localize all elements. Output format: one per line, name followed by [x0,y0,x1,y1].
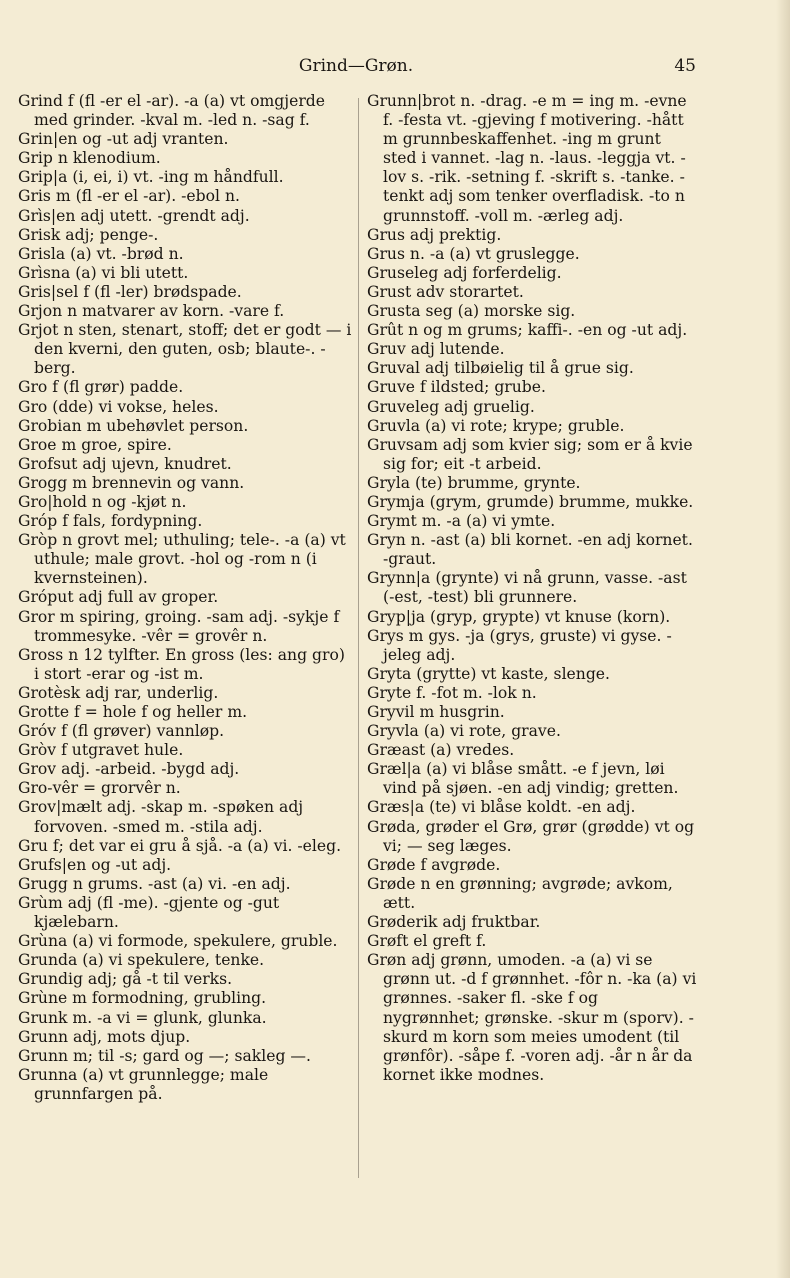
dictionary-entry: Gruve f ildsted; grube. [367,378,546,397]
dictionary-entry: Grogg m brennevin og vann. [18,473,245,492]
dictionary-entry: Gru f; det var ei gru å sjå. -a (a) vi. -eleg. [18,836,342,855]
dictionary-entry: Grisk adj; penge-. [18,225,159,244]
dictionary-entry: Grìsna (a) vi bli utett. [18,263,189,282]
dictionary-entry: Gryp|ja (gryp, grypte) vt knuse (korn). [367,607,671,626]
dictionary-entry: Grunn|brot n. -drag. -e m = ing m. -evne f. -festa vt. -gjeving f motivering. -hått m grunnbeskaffenhet. -ing m grunt sted i vannet. -lag n. -laus. -leggja vt. -lov s. -rik. -setning f. -skrift s. -tanke. -tenkt adj som tenker overfladisk. -to n grunnstoff. -voll m. -ærleg adj. [367,92,687,225]
dictionary-entry: Grøde n en grønning; avgrøde; avkom, ætt. [367,874,673,912]
dictionary-entry: Gro (dde) vi vokse, heles. [18,397,219,416]
dictionary-entry: Gruvla (a) vi rote; krype; gruble. [367,416,625,435]
dictionary-entry: Græast (a) vredes. [367,741,515,760]
dictionary-entry: Gross n 12 tylfter. En gross (les: ang gro) i stort -erar og -ist m. [18,645,345,683]
dictionary-entry: Groe m groe, spire. [18,435,172,454]
dictionary-entry: Gryla (te) brumme, grynte. [367,473,581,492]
dictionary-entry: Grind f (fl -er el -ar). -a (a) vt omgjerde med grinder. -kval m. -led n. -sag f. [18,92,326,130]
page-edge-shadow [776,0,790,1278]
dictionary-entry: Grin|en og -ut adj vranten. [18,130,229,149]
dictionary-entry: Gruveleg adj gruelig. [367,397,535,416]
dictionary-entry: Gròp n grovt mel; uthuling; tele-. -a (a) vt uthule; male grovt. -hol og -rom n (i kvernsteinen). [18,531,346,588]
dictionary-entry: Grøde f avgrøde. [367,855,501,874]
dictionary-entry: Grip n klenodium. [18,149,161,168]
dictionary-entry: Gryvil m husgrin. [367,703,505,721]
dictionary-entry: Grøda, grøder el Grø, grør (grødde) vt og vi; — seg læges. [367,817,695,855]
dictionary-entry: Grìs|en adj utett. -grendt adj. [18,206,250,225]
dictionary-entry: Gróv f (fl grøver) vannløp. [18,722,225,741]
dictionary-entry: Grunna (a) vt grunnlegge; male grunnfargen på. [18,1065,269,1103]
dictionary-entry: Gris m (fl -er el -ar). -ebol n. [18,187,240,206]
dictionary-entry: Grunk m. -a vi = glunk, glunka. [18,1008,267,1027]
dictionary-entry: Gro|hold n og -kjøt n. [18,492,187,511]
dictionary-entry: Gruval adj tilbøielig til å grue sig. [367,359,634,378]
dictionary-entry: Gryn n. -ast (a) bli kornet. -en adj kornet. -graut. [367,531,693,569]
dictionary-entry: Grus n. -a (a) vt gruslegge. [367,244,580,263]
dictionary-entry: Grunda (a) vi spekulere, tenke. [18,951,265,970]
dictionary-entry: Grofsut adj ujevn, knudret. [18,454,232,473]
dictionary-entry: Gruseleg adj forferdelig. [367,263,562,282]
dictionary-entry: Gruv adj lutende. [367,340,505,359]
dictionary-entry: Grjon n matvarer av korn. -vare f. [18,302,285,321]
dictionary-entry: Grov adj. -arbeid. -bygd adj. [18,760,240,779]
dictionary-entry: Grjot n sten, stenart, stoff; det er godt — i den kverni, den guten, osb; blaute-. -berg. [18,321,352,378]
dictionary-entry: Gruvsam adj som kvier sig; som er å kvie sig for; eit -t arbeid. [367,435,693,473]
dictionary-entry: Grùna (a) vi formode, spekulere, gruble. [18,932,338,951]
dictionary-entry: Gro f (fl grør) padde. [18,378,184,397]
dictionary-entry: Grynn|a (grynte) vi nå grunn, vasse. -ast (-est, -test) bli grunnere. [367,569,687,607]
dictionary-entry: Græs|a (te) vi blåse koldt. -en adj. [367,798,636,817]
dictionary-entry: Grys m gys. -ja (grys, gruste) vi gyse. -jeleg adj. [367,626,672,664]
dictionary-entry: Gryta (grytte) vt kaste, slenge. [367,664,610,683]
dictionary-entry: Gro-vêr = grorvêr n. [18,779,181,798]
dictionary-entry: Grût n og m grums; kaffi-. -en og -ut adj. [367,321,688,340]
dictionary-entry: Gròv f utgravet hule. [18,741,184,760]
dictionary-entry: Grip|a (i, ei, i) vt. -ing m håndfull. [18,168,284,187]
dictionary-entry: Gróput adj full av groper. [18,588,219,607]
dictionary-entry: Gryvla (a) vi rote, grave. [367,722,561,741]
dictionary-entry: Grufs|en og -ut adj. [18,855,172,874]
dictionary-entry: Gris|sel f (fl -ler) brødspade. [18,282,242,301]
dictionary-entry: Grust adv storartet. [367,282,524,301]
dictionary-entry: Grøderik adj fruktbar. [367,913,541,932]
dictionary-entry: Grus adj prektig. [367,225,502,244]
column-divider [358,98,359,1178]
dictionary-entry: Grùm adj (fl -me). -gjente og -gut kjælebarn. [18,893,280,932]
page-number: 45 [674,56,696,76]
dictionary-entry: Grotèsk adj rar, underlig. [18,683,219,702]
dictionary-entry: Grugg n grums. -ast (a) vi. -en adj. [18,874,291,893]
dictionary-entry: Grundig adj; gå -t til verks. [18,970,233,989]
page-header [0,56,790,80]
running-head: Grind—Grøn. [298,56,414,76]
dictionary-entry: Grymja (grym, grumde) brumme, mukke. [367,492,694,511]
dictionary-entry: Gróp f fals, fordypning. [18,512,203,531]
dictionary-entry: Græl|a (a) vi blåse smått. -e f jevn, løi vind på sjøen. -en adj vindig; gretten. [367,760,679,798]
dictionary-entry: Grymt m. -a (a) vi ymte. [367,512,556,531]
right-column [367,92,697,1085]
dictionary-entry: Grunn m; til -s; gard og —; sakleg —. [18,1046,311,1065]
dictionary-entry: Gror m spiring, groing. -sam adj. -sykje f trommesyke. -vêr = grovêr n. [18,607,340,645]
dictionary-entry: Grotte f = hole f og heller m. [18,703,248,721]
dictionary-entry: Grøft el greft f. [367,932,487,951]
dictionary-entry: Grobian m ubehøvlet person. [18,416,249,435]
dictionary-entry: Grunn adj, mots djup. [18,1027,191,1046]
dictionary-entry: Grov|mælt adj. -skap m. -spøken adj forvoven. -smed m. -stila adj. [18,798,304,836]
dictionary-entry: Grusta seg (a) morske sig. [367,302,576,321]
dictionary-entry: Grøn adj grønn, umoden. -a (a) vi se grønn ut. -d f grønnhet. -fôr n. -ka (a) vi grønnes. -saker fl. -ske f og nygrønnhet; grønske. -skur m (sporv). -skurd m korn som meies umodent (til grønfôr). -såpe f. -voren adj. -år n år da kornet ikke modnes. [367,951,697,1084]
dictionary-entry: Grùne m formodning, grubling. [18,989,267,1008]
dictionary-entry: Grisla (a) vt. -brød n. [18,244,184,263]
dictionary-entry: Gryte f. -fot m. -lok n. [367,683,537,702]
left-column [18,92,354,1104]
